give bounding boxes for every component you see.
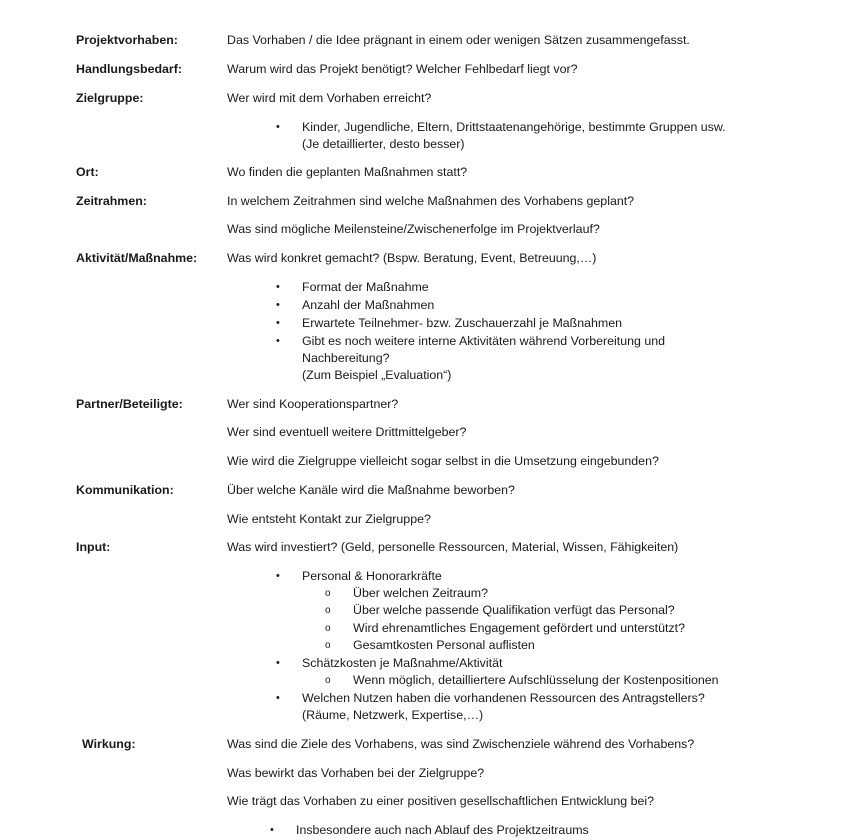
- section-label: Input:: [76, 540, 111, 554]
- bullet-marker: •: [276, 570, 280, 582]
- bullet-text: Gibt es noch weitere interne Aktivitäten während Vorbereitung und: [302, 334, 665, 348]
- bullet-text: (Zum Beispiel „Evaluation“): [302, 368, 452, 382]
- bullet-marker: •: [270, 824, 274, 836]
- section-text: Was sind mögliche Meilensteine/Zwischenerfolge im Projektverlauf?: [227, 222, 600, 236]
- bullet-marker: •: [276, 657, 280, 669]
- bullet-text: (Räume, Netzwerk, Expertise,…): [302, 708, 484, 722]
- section-text: In welchem Zeitrahmen sind welche Maßnahmen des Vorhabens geplant?: [227, 194, 635, 208]
- section-text: Wer sind eventuell weitere Drittmittelgeber?: [227, 425, 467, 439]
- bullet-text: Nachbereitung?: [302, 351, 390, 365]
- bullet-marker: •: [276, 299, 280, 311]
- section-text: Was wird investiert? (Geld, personelle Ressourcen, Material, Wissen, Fähigkeiten): [227, 540, 679, 554]
- sub-bullet-marker: o: [325, 675, 331, 686]
- sub-bullet-text: Wenn möglich, detailliertere Aufschlüsselung der Kostenpositionen: [353, 673, 719, 687]
- section-text: Wie trägt das Vorhaben zu einer positiven gesellschaftlichen Entwicklung bei?: [227, 794, 655, 808]
- sub-bullet-marker: o: [325, 640, 331, 651]
- section-label: Projektvorhaben:: [76, 33, 178, 47]
- bullet-text: Anzahl der Maßnahmen: [302, 298, 435, 312]
- section-text: Das Vorhaben / die Idee prägnant in einem oder wenigen Sätzen zusammengefasst.: [227, 33, 690, 47]
- bullet-marker: •: [276, 692, 280, 704]
- section-text: Wie wird die Zielgruppe vielleicht sogar selbst in die Umsetzung eingebunden?: [227, 454, 659, 468]
- section-text: Wo finden die geplanten Maßnahmen statt?: [227, 165, 468, 179]
- section-text: Wer sind Kooperationspartner?: [227, 397, 399, 411]
- bullet-marker: •: [276, 335, 280, 347]
- sub-bullet-marker: o: [325, 623, 331, 634]
- bullet-text: Schätzkosten je Maßnahme/Aktivität: [302, 656, 503, 670]
- section-label: Zeitrahmen:: [76, 194, 147, 208]
- section-label: Partner/Beteiligte:: [76, 397, 183, 411]
- section-label: Ort:: [76, 165, 99, 179]
- section-text: Wer wird mit dem Vorhaben erreicht?: [227, 91, 432, 105]
- section-text: Warum wird das Projekt benötigt? Welcher Fehlbedarf liegt vor?: [227, 62, 578, 76]
- bullet-marker: •: [276, 281, 280, 293]
- bullet-marker: •: [276, 121, 280, 133]
- sub-bullet-text: Über welchen Zeitraum?: [353, 586, 488, 600]
- section-text: Was sind die Ziele des Vorhabens, was sind Zwischenziele während des Vorhabens?: [227, 737, 695, 751]
- bullet-text: Erwartete Teilnehmer- bzw. Zuschauerzahl je Maßnahmen: [302, 316, 623, 330]
- bullet-marker: •: [276, 317, 280, 329]
- sub-bullet-marker: o: [325, 588, 331, 599]
- bullet-text: Welchen Nutzen haben die vorhandenen Ressourcen des Antragstellers?: [302, 691, 705, 705]
- sub-bullet-text: Gesamtkosten Personal auflisten: [353, 638, 535, 652]
- section-label: Wirkung:: [82, 737, 136, 751]
- bullet-text: Format der Maßnahme: [302, 280, 429, 294]
- section-text: Wie entsteht Kontakt zur Zielgruppe?: [227, 512, 431, 526]
- section-text: Über welche Kanäle wird die Maßnahme beworben?: [227, 483, 515, 497]
- bullet-text: Personal & Honorarkräfte: [302, 569, 442, 583]
- section-label: Kommunikation:: [76, 483, 174, 497]
- bullet-text: (Je detaillierter, desto besser): [302, 137, 465, 151]
- sub-bullet-text: Über welche passende Qualifikation verfügt das Personal?: [353, 603, 675, 617]
- sub-bullet-text: Wird ehrenamtliches Engagement gefördert und unterstützt?: [353, 621, 685, 635]
- sub-bullet-marker: o: [325, 605, 331, 616]
- section-label: Zielgruppe:: [76, 91, 144, 105]
- section-label: Handlungsbedarf:: [76, 62, 183, 76]
- bullet-text: Insbesondere auch nach Ablauf des Projektzeitraums: [296, 823, 589, 837]
- section-text: Was bewirkt das Vorhaben bei der Zielgruppe?: [227, 766, 485, 780]
- section-text: Was wird konkret gemacht? (Bspw. Beratung, Event, Betreuung,…): [227, 251, 597, 265]
- bullet-text: Kinder, Jugendliche, Eltern, Drittstaatenangehörige, bestimmte Gruppen usw.: [302, 120, 726, 134]
- section-label: Aktivität/Maßnahme:: [76, 251, 198, 265]
